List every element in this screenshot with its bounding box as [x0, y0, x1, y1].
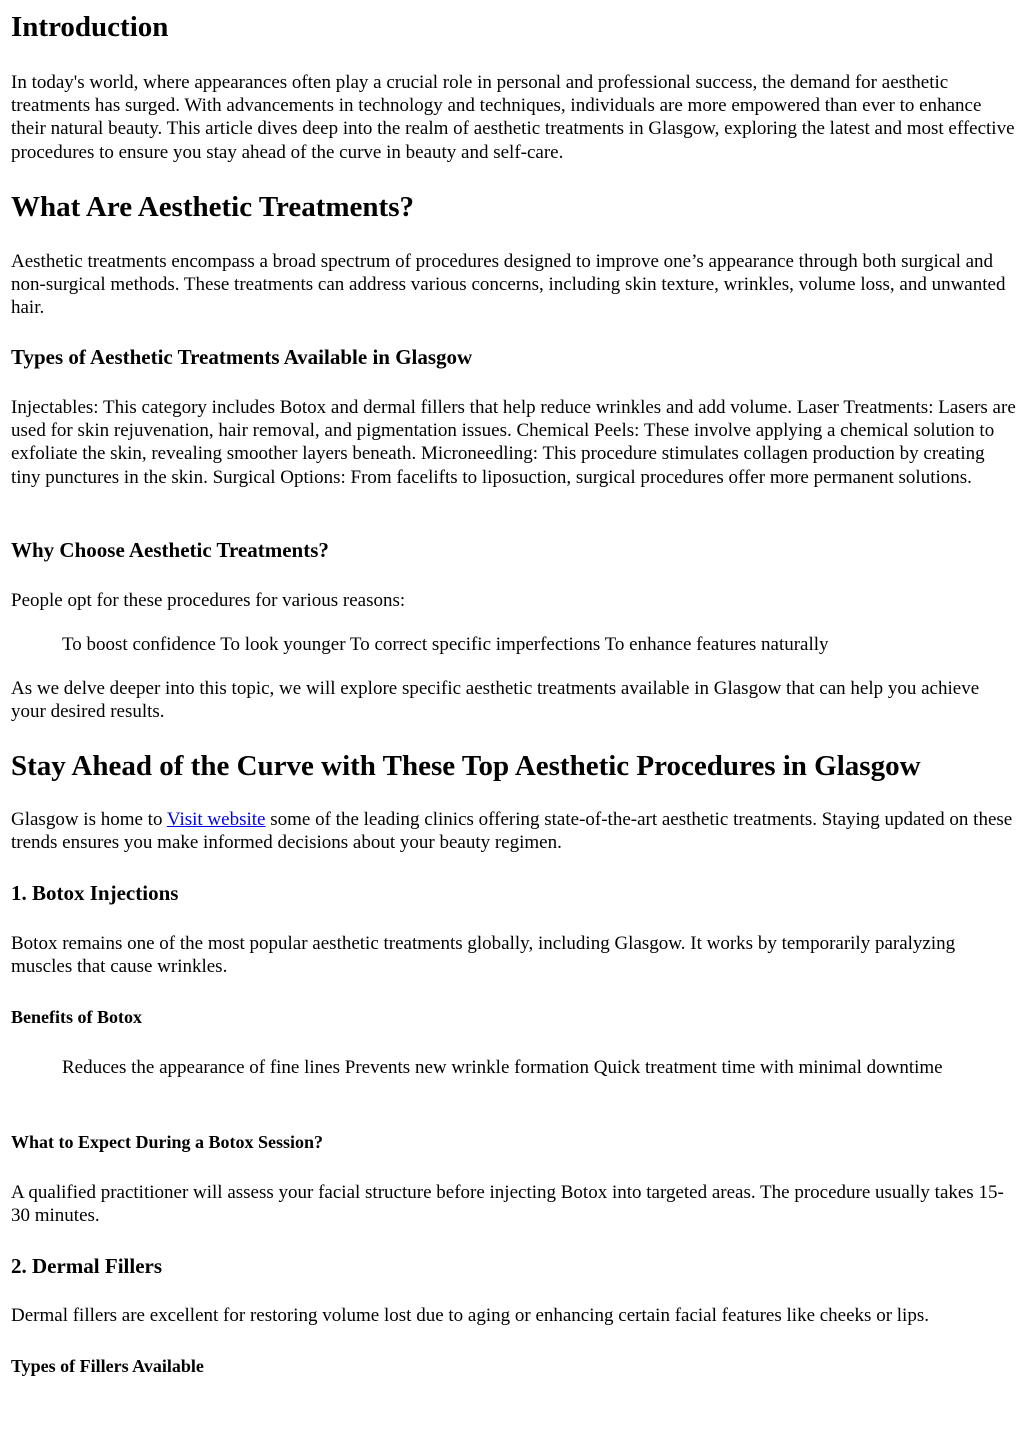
why-choose-outro: As we delve deeper into this topic, we will explore specific aesthetic treatments available in Glasgow that can help you achieve your desired results.: [11, 678, 980, 723]
visit-website-link[interactable]: Visit website: [166, 809, 266, 830]
stay-ahead-heading: Stay Ahead of the Curve with These Top Aesthetic Procedures in Glasgow: [11, 750, 921, 782]
introduction-paragraph: In today's world, where appearances often play a crucial role in personal and professional success, the demand for aesthetic treatments has surged. With advancements in technology and techniques, individuals are more empowered than ever to enhance their natural beauty. This article dives deep into the realm of aesthetic treatments in Glasgow, exploring the latest and most effective procedures to ensure you stay ahead of the curve in beauty and self-care.: [11, 72, 1015, 163]
expect-paragraph: A qualified practitioner will assess your facial structure before injecting Botox into targeted areas. The procedure usually takes 15-30 minutes.: [11, 1182, 1004, 1227]
benefits-list: Reduces the appearance of fine lines Prevents new wrinkle formation Quick treatment time with minimal downtime: [62, 1057, 943, 1078]
types-paragraph: Injectables: This category includes Botox and dermal fillers that help reduce wrinkles and add volume. Laser Treatments: Lasers are used for skin rejuvenation, hair removal, and pigmentation issues. Chemical Peels: These involve applying a chemical solution to exfoliate the skin, revealing smoother layers beneath. Microneedling: This procedure stimulates collagen production by creating tiny punctures in the skin. Surgical Options: From facelifts to liposuction, surgical procedures offer more permanent solutions.: [11, 397, 1016, 488]
what-are-paragraph: Aesthetic treatments encompass a broad spectrum of procedures designed to improve one’s appearance through both surgical and non-surgical methods. These treatments can address various concerns, including skin texture, wrinkles, volume loss, and unwanted hair.: [11, 251, 1006, 319]
stay-ahead-paragraph: [11, 808, 1016, 854]
types-heading: Types of Aesthetic Treatments Available in Glasgow: [11, 345, 473, 369]
benefits-heading: Benefits of Botox: [11, 1007, 142, 1027]
filler-types-heading: Types of Fillers Available: [11, 1356, 204, 1376]
reasons-list: To boost confidence To look younger To correct specific imperfections To enhance features naturally: [62, 634, 829, 655]
botox-heading: 1. Botox Injections: [11, 881, 179, 905]
stay-ahead-text-after: some of the leading clinics offering state-of-the-art aesthetic treatments. Staying updated on these trends ensures you make informed decisions about your beauty regimen.: [11, 809, 1013, 854]
fillers-paragraph: Dermal fillers are excellent for restoring volume lost due to aging or enhancing certain facial features like cheeks or lips.: [11, 1305, 929, 1326]
stay-ahead-text-before: Glasgow is home to: [11, 809, 167, 830]
introduction-heading: Introduction: [11, 11, 169, 43]
what-are-heading: What Are Aesthetic Treatments?: [11, 191, 414, 223]
why-choose-intro: People opt for these procedures for various reasons:: [11, 590, 406, 611]
expect-heading: What to Expect During a Botox Session?: [11, 1132, 324, 1152]
fillers-heading: 2. Dermal Fillers: [11, 1254, 163, 1278]
botox-paragraph: Botox remains one of the most popular aesthetic treatments globally, including Glasgow. It works by temporarily paralyzing muscles that cause wrinkles.: [11, 933, 956, 978]
why-choose-heading: Why Choose Aesthetic Treatments?: [11, 538, 329, 562]
